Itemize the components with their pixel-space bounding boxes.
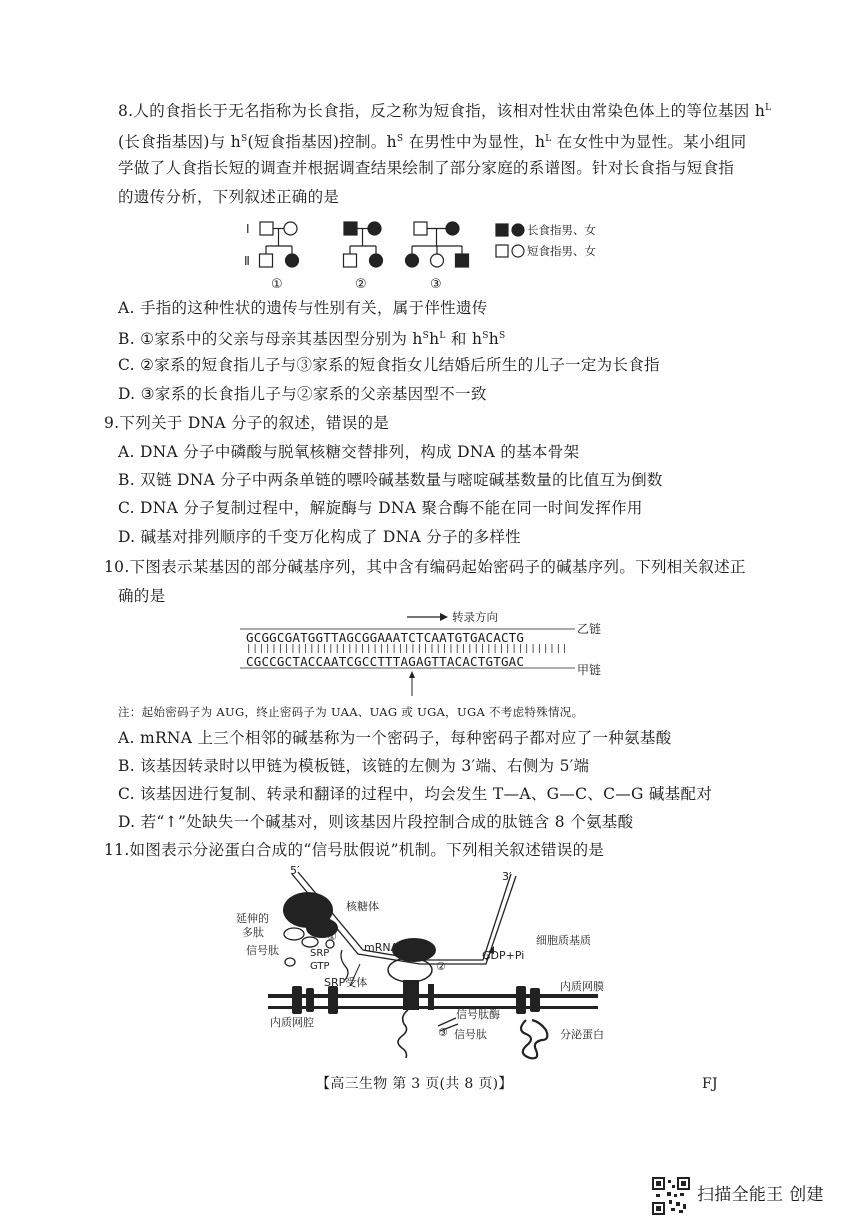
peptide-label: 多肽	[242, 926, 264, 939]
step-2-label: ②	[436, 960, 446, 973]
mrna-label: mRNA	[364, 941, 399, 954]
f3-daughter2	[431, 254, 444, 267]
f2-son	[344, 254, 357, 267]
secreted-protein-label: 分泌蛋白	[560, 1028, 604, 1041]
gdp-label: GDP+Pi	[482, 949, 525, 962]
q8-option-b: B. ①家系中的父亲与母亲其基因型分别为 $h^Sh^L$ 和 $h^Sh^S$	[118, 330, 506, 349]
cytosol-label: 细胞质基质	[536, 934, 591, 947]
f2-daughter	[370, 254, 383, 267]
er-lumen-label: 内质网腔	[270, 1016, 314, 1029]
page-footer: 【高三生物 第 3 页(共 8 页)】	[316, 1076, 513, 1092]
legend-short: 短食指男、女	[527, 244, 596, 258]
q8-line3: 学做了人食指长短的调查并根据调查结果绘制了部分家庭的系谱图。针对长食指与短食指	[118, 159, 735, 177]
q10-line2: 确的是	[118, 587, 166, 605]
q10-option-b: B. 该基因转录时以甲链为模板链，该链的左侧为 3′端、右侧为 5′端	[118, 757, 590, 775]
strand-b-label: 乙链	[577, 622, 602, 636]
f2-father	[344, 222, 357, 235]
family-label-1: ①	[271, 277, 283, 292]
growing-label: 延伸的	[236, 912, 269, 925]
deletion-arrow-icon	[409, 671, 415, 678]
f1-mother	[284, 222, 297, 235]
q8-line4: 的遗传分析，下列叙述正确的是	[118, 188, 340, 206]
f3-father	[414, 222, 427, 235]
peptidase-label: 信号肽酶	[456, 1008, 500, 1021]
strand-b-sequence: GCGGCGATGGTTAGCGGAAATCTCAATGTGACACTG	[246, 630, 525, 645]
q8-option-d: D. ③家系的长食指儿子与②家系的父亲基因型不一致	[118, 385, 487, 403]
cleaved-signal-label: 信号肽	[454, 1028, 487, 1041]
q8-line2: (长食指基因)与 $h^S$(短食指基因)控制。$h^S$ 在男性中为显性，$h^L$ 在女性中为显性。某小组同	[118, 133, 747, 152]
f3-mother	[446, 222, 459, 235]
srp-receptor-label: SRP受体	[324, 976, 368, 989]
q9-option-c: C. DNA 分子复制过程中，解旋酶与 DNA 聚合酶不能在同一时间发挥作用	[118, 499, 643, 517]
qr-code-icon	[652, 1177, 690, 1215]
scanner-watermark: 扫描全能王 创建	[697, 1185, 824, 1205]
srp-label: SRP	[310, 948, 330, 959]
transcription-direction-label: 转录方向	[452, 610, 498, 624]
footer-code: FJ	[702, 1076, 718, 1092]
q9-stem: 9.下列关于 DNA 分子的叙述，错误的是	[104, 414, 390, 432]
strand-a-label: 甲链	[577, 663, 602, 677]
ribosome-label: 核糖体	[346, 900, 379, 913]
q8-line1: 8.人的食指长于无名指称为长食指，反之称为短食指，该相对性状由常染色体上的等位基因 $h^L$	[118, 102, 772, 121]
f1-father	[260, 222, 273, 235]
signal-peptide-label: 信号肽	[246, 944, 279, 957]
q11-stem: 11.如图表示分泌蛋白合成的“信号肽假说”机制。下列相关叙述错误的是	[104, 841, 605, 859]
strand-a-sequence: CGCCGCTACCAATCGCCTTTAGAGTTACACTGTGAC	[246, 654, 525, 669]
f3-daughter1	[406, 254, 419, 267]
q9-option-a: A. DNA 分子中磷酸与脱氧核糖交替排列，构成 DNA 的基本骨架	[118, 443, 580, 461]
signal-peptide-diagram	[230, 866, 630, 1066]
q9-option-b: B. 双链 DNA 分子中两条单链的嘌呤碱基数量与嘧啶碱基数量的比值互为倒数	[118, 471, 663, 489]
er-membrane-label: 内质网膜	[560, 980, 604, 993]
q10-line1: 10.下图表示某基因的部分碱基序列，其中含有编码起始密码子的碱基序列。下列相关叙述正	[104, 558, 746, 576]
f1-son	[260, 254, 273, 267]
gen-label-2: Ⅱ	[244, 254, 250, 268]
q8-option-a: A. 手指的这种性状的遗传与性别有关，属于伴性遗传	[118, 299, 488, 317]
five-prime-label: 5′	[290, 866, 300, 877]
pedigree-chart	[240, 212, 640, 292]
legend-long: 长食指男、女	[527, 223, 596, 237]
step-3-label: ③	[438, 1026, 448, 1039]
gen-label-1: I	[246, 222, 250, 236]
step-1-label: ①	[327, 930, 337, 943]
q8-option-c: C. ②家系的短食指儿子与③家系的短食指女儿结婚后所生的儿子一定为长食指	[118, 356, 660, 374]
family-label-3: ③	[430, 277, 442, 292]
q10-note: 注：起始密码子为 AUG，终止密码子为 UAA、UAG 或 UGA，UGA 不考虑特殊情况。	[118, 705, 584, 719]
family-label-2: ②	[355, 277, 367, 292]
q10-option-a: A. mRNA 上三个相邻的碱基称为一个密码子，每种密码子都对应了一种氨基酸	[118, 729, 672, 747]
three-prime-label: 3′	[502, 870, 512, 883]
gtp-label: GTP	[310, 961, 330, 972]
q10-option-c: C. 该基因进行复制、转录和翻译的过程中，均会发生 T—A、G—C、C—G 碱基配对	[118, 785, 713, 803]
base-pair-bonds: |||||||||||||||||||||||||||||||||||||||||||||||||||	[246, 644, 569, 654]
q9-option-d: D. 碱基对排列顺序的千变万化构成了 DNA 分子的多样性	[118, 528, 521, 546]
f3-son	[456, 254, 469, 267]
f2-mother	[368, 222, 381, 235]
q10-option-d: D. 若“↑”处缺失一个碱基对，则该基因片段控制合成的肽链含 8 个氨基酸	[118, 813, 634, 831]
f1-daughter	[286, 254, 299, 267]
